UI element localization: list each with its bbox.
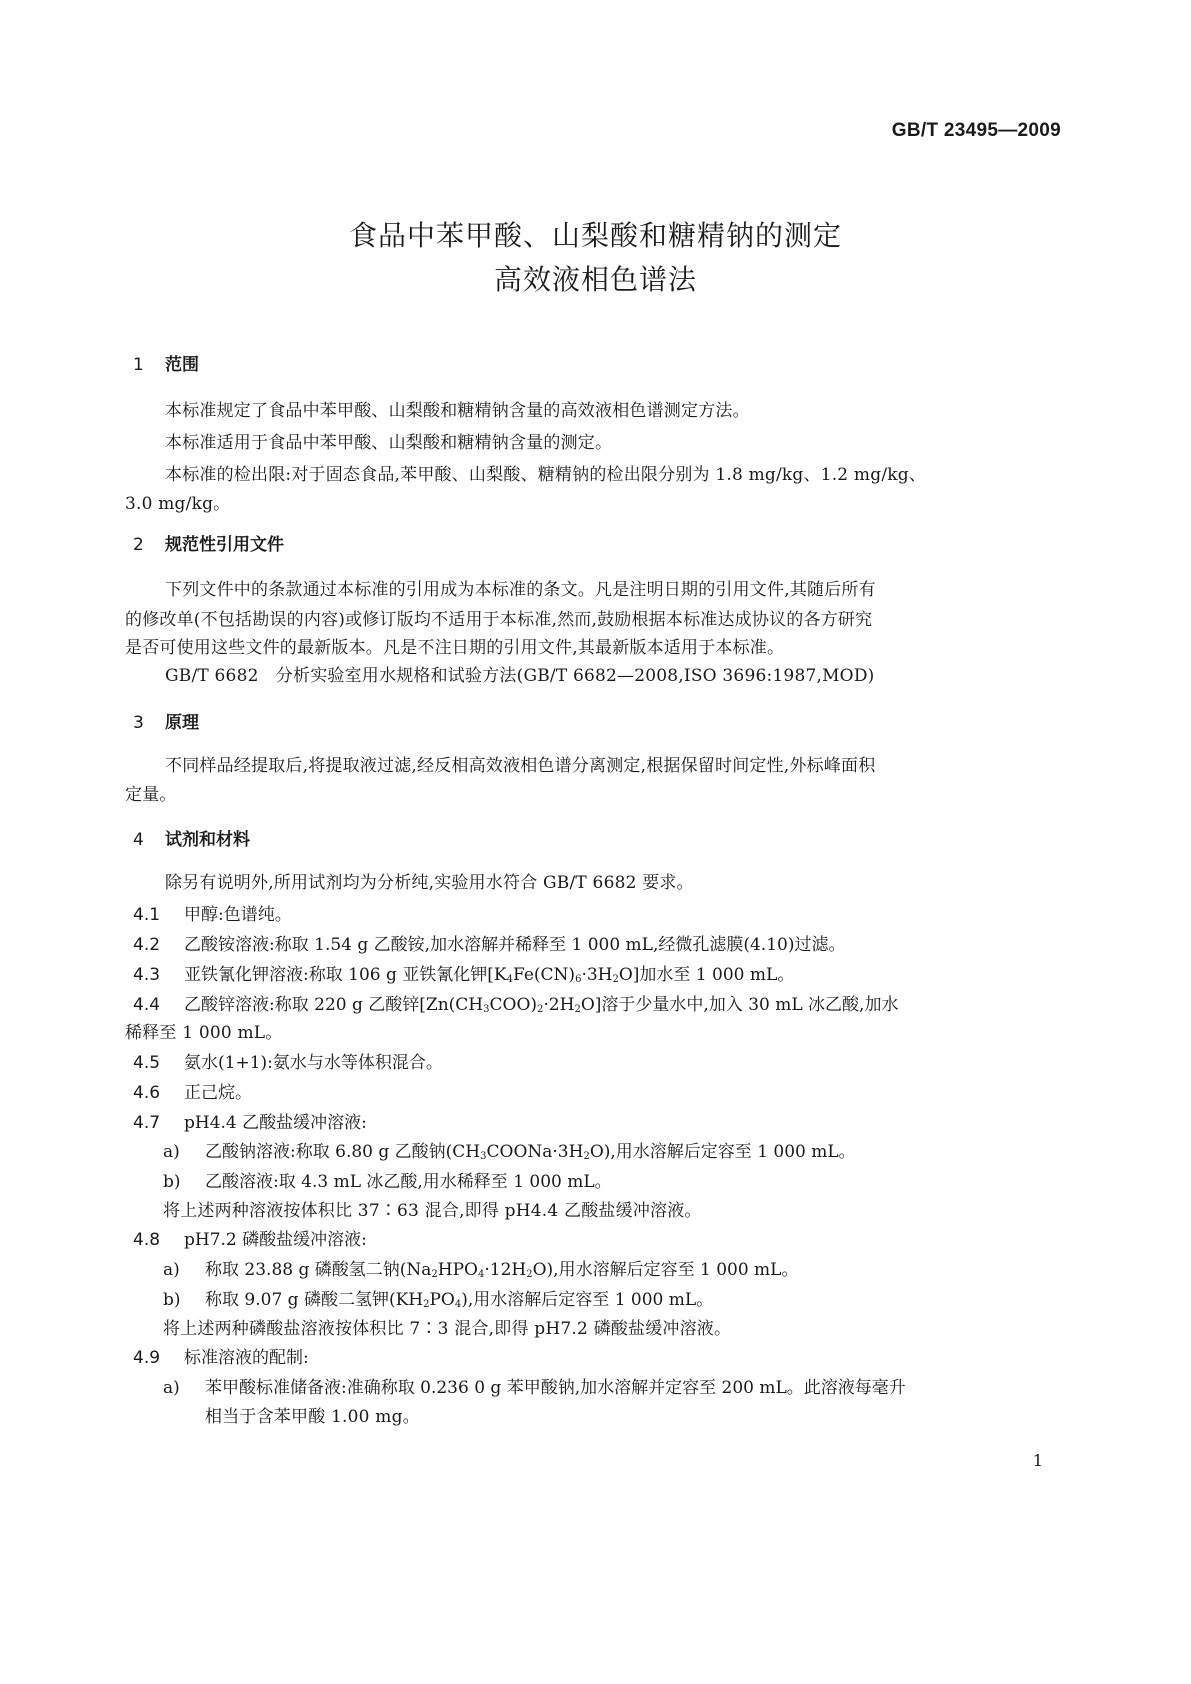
paragraph: 除另有说明外,所用试剂均为分析纯,实验用水符合 GB/T 6682 要求。 <box>165 873 694 893</box>
paragraph: 定量。 <box>125 785 177 805</box>
paragraph: 下列文件中的条款通过本标准的引用成为本标准的条文。凡是注明日期的引用文件,其随后所有 <box>165 580 876 600</box>
paragraph: 的修改单(不包括勘误的内容)或修订版均不适用于本标准,然而,鼓励根据本标准达成协议的各方研究 <box>125 610 873 630</box>
paragraph: 本标准的检出限:对于固态食品,苯甲酸、山梨酸、糖精钠的检出限分别为 1.8 mg/kg、1.2 mg/kg、 <box>165 465 927 485</box>
clause-4-3: 4.3 亚铁氰化钾溶液:称取 106 g 亚铁氰化钾$[K_4Fe(CN)_6\cdot 3H_2O]$加水至 1 000 mL。 <box>133 965 795 985</box>
clause-4-4-continued: 稀释至 1 000 mL。 <box>125 1023 283 1043</box>
standard-code: GB/T 23495—2009 <box>891 120 1061 141</box>
paragraph: 将上述两种磷酸盐溶液按体积比 7∶3 混合,即得 pH7.2 磷酸盐缓冲溶液。 <box>163 1319 732 1339</box>
clause-4-6: 4.6 正己烷。 <box>133 1083 252 1103</box>
paragraph: 是否可使用这些文件的最新版本。凡是不注日期的引用文件,其最新版本适用于本标准。 <box>125 638 785 658</box>
section-4-heading: 4 试剂和材料 <box>133 830 250 850</box>
clause-4-1: 4.1 甲醇:色谱纯。 <box>133 905 292 925</box>
list-item: b) 称取 9.07 g 磷酸二氢钾$(KH_2PO_4)$,用水溶解后定容至 1 000 mL。 <box>163 1290 714 1310</box>
list-item: a) 称取 23.88 g 磷酸氢二钠$(Na_2HPO_4\cdot 12H_2O)$,用水溶解后定容至 1 000 mL。 <box>163 1260 799 1280</box>
paragraph: 本标准规定了食品中苯甲酸、山梨酸和糖精钠含量的高效液相色谱测定方法。 <box>165 401 750 421</box>
normative-reference: GB/T 6682 分析实验室用水规格和试验方法(GB/T 6682—2008,ISO 3696:1987,MOD) <box>165 666 875 686</box>
clause-4-2: 4.2 乙酸铵溶液:称取 1.54 g 乙酸铵,加水溶解并稀释至 1 000 mL,经微孔滤膜(4.10)过滤。 <box>133 935 846 955</box>
page-number: 1 <box>1032 1451 1043 1470</box>
section-2-heading: 2 规范性引用文件 <box>133 535 284 555</box>
paragraph: 本标准适用于食品中苯甲酸、山梨酸和糖精钠含量的测定。 <box>165 433 613 453</box>
clause-4-8: 4.8 pH7.2 磷酸盐缓冲溶液: <box>133 1230 367 1250</box>
document-title-line2: 高效液相色谱法 <box>493 263 697 296</box>
clause-4-4: 4.4 乙酸锌溶液:称取 220 g 乙酸锌$[Zn(CH_3COO)_2\cdot 2H_2O]$溶于少量水中,加入 30 mL 冰乙酸,加水 <box>133 995 899 1015</box>
section-3-heading: 3 原理 <box>133 713 199 733</box>
list-item: b) 乙酸溶液:取 4.3 mL 冰乙酸,用水稀释至 1 000 mL。 <box>163 1172 612 1192</box>
paragraph: 3.0 mg/kg。 <box>125 494 231 514</box>
paragraph: 不同样品经提取后,将提取液过滤,经反相高效液相色谱分离测定,根据保留时间定性,外标峰面积 <box>165 756 876 776</box>
list-item: a) 乙酸钠溶液:称取 6.80 g 乙酸钠$(CH_3COONa\cdot 3H_2O)$,用水溶解后定容至 1 000 mL。 <box>163 1142 856 1162</box>
section-1-heading: 1 范围 <box>133 355 199 375</box>
clause-4-9: 4.9 标准溶液的配制: <box>133 1348 309 1368</box>
list-item: a) 苯甲酸标准储备液:准确称取 0.236 0 g 苯甲酸钠,加水溶解并定容至 200 mL。此溶液每毫升 <box>163 1378 906 1398</box>
list-item-continued: 相当于含苯甲酸 1.00 mg。 <box>205 1407 420 1427</box>
document-title-line1: 食品中苯甲酸、山梨酸和糖精钠的测定 <box>348 219 842 252</box>
paragraph: 将上述两种溶液按体积比 37∶63 混合,即得 pH4.4 乙酸盐缓冲溶液。 <box>163 1201 702 1221</box>
clause-4-5: 4.5 氨水(1+1):氨水与水等体积混合。 <box>133 1053 443 1073</box>
clause-4-7: 4.7 pH4.4 乙酸盐缓冲溶液: <box>133 1113 367 1133</box>
